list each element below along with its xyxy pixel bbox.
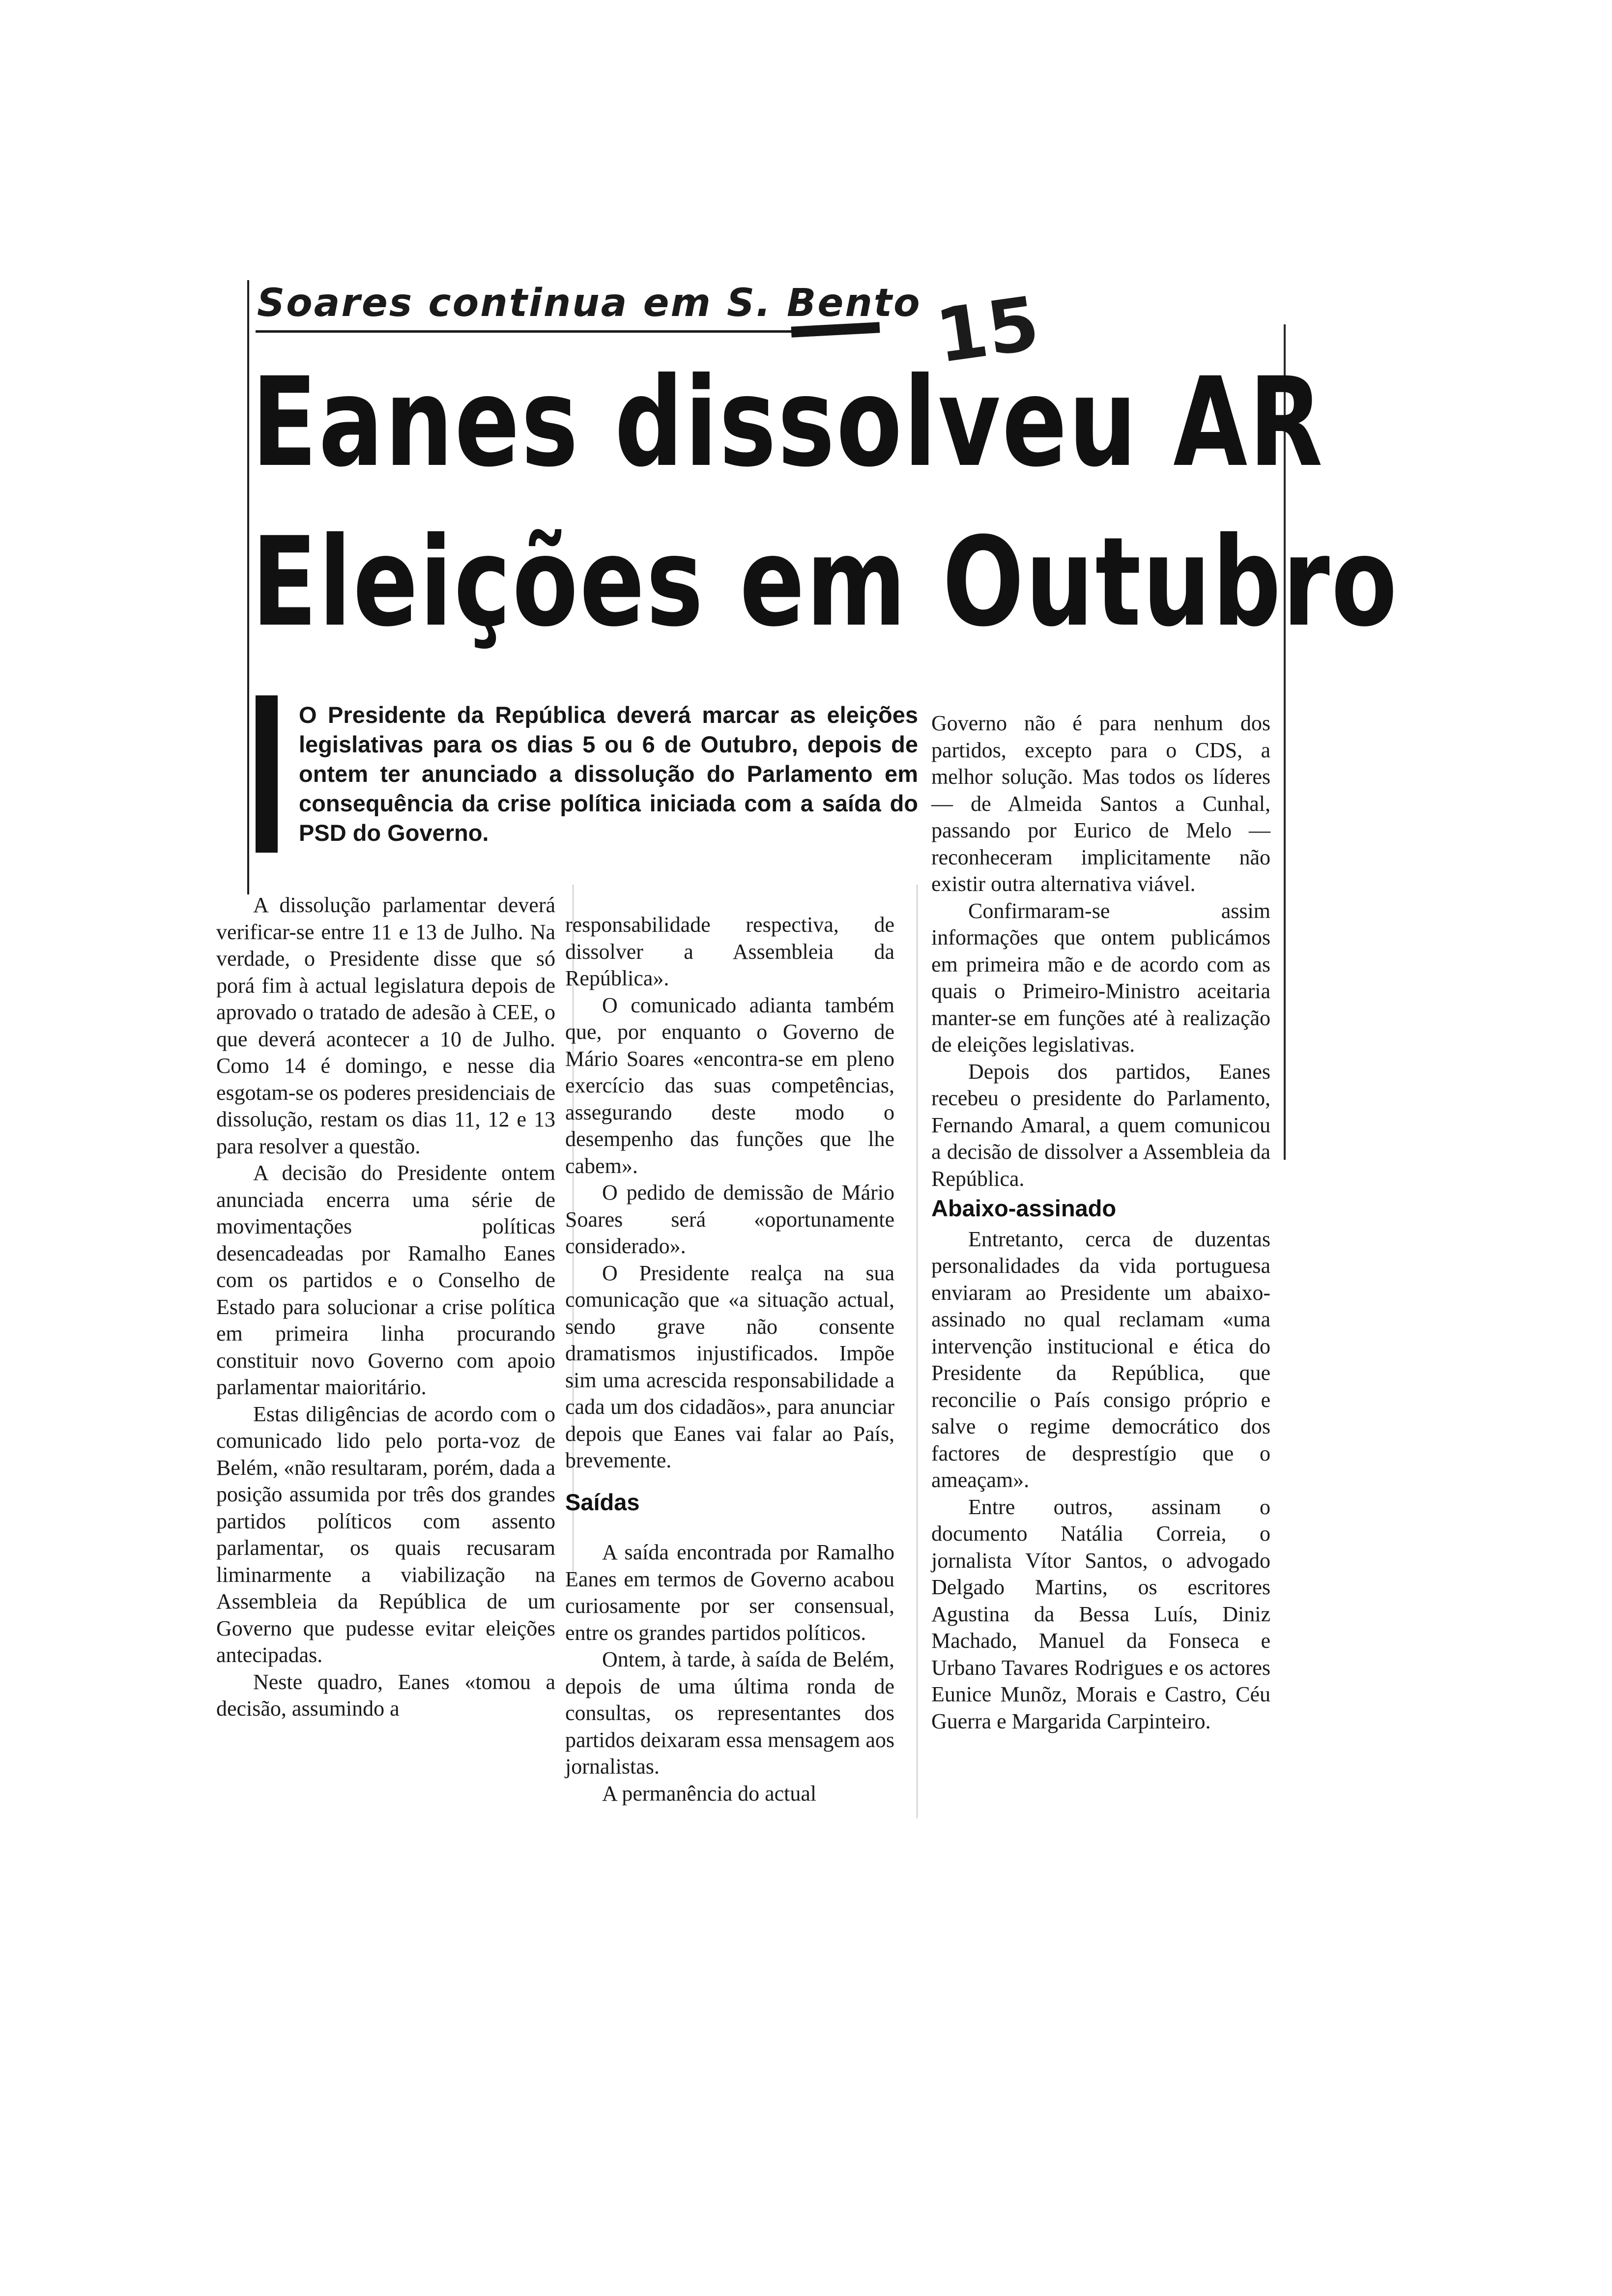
paragraph: O pedido de demissão de Mário Soares será «oportunamente considerado». xyxy=(565,1180,894,1258)
paragraph: O comunicado adianta também que, por enquanto o Governo de Mário Soares «encontra-se em pleno exercício das suas competências, assegurando deste modo o desempenho das funções que lhe cabem». xyxy=(565,993,894,1178)
paragraph: Depois dos partidos, Eanes recebeu o presidente do Parlamento, Fernando Amaral, a quem comunicou a decisão de dissolver a Assembleia da República. xyxy=(931,1059,1270,1191)
column-1 xyxy=(216,892,555,1722)
lede: O Presidente da República deverá marcar as eleições legislativas para os dias 5 ou 6 de Outubro, depois de ontem ter anunciado a dissolução do Parlamento em consequência da crise política iniciada com a saída do PSD do Governo. xyxy=(299,702,918,846)
column-rule xyxy=(917,885,918,1818)
headline-line-2: Eleições em Outubro xyxy=(252,511,1399,654)
paragraph: responsabilidade respectiva, de dissolver a Assembleia da República». xyxy=(565,913,894,990)
paragraph: Entretanto, cerca de duzentas personalidades da vida portuguesa enviaram ao Presidente um abaixo-assinado no qual reclamam «uma intervenção institucional e ética do Presidente da República, que reconcilie o País consigo próprio e salve o regime democrático dos factores de desprestígio que o ameaçam». xyxy=(931,1227,1270,1492)
paragraph: O Presidente realça na sua comunicação que «a situação actual, sendo grave não consente dramatismos injustificados. Impõe sim uma acrescida responsabilidade a cada um dos cidadãos», para anunciar depois que Eanes vai falar ao País, brevemente. xyxy=(565,1261,894,1472)
lede-bar xyxy=(256,695,278,853)
headline-line-1: Eanes dissolveu AR xyxy=(252,351,1324,494)
paragraph: Estas diligências de acordo com o comunicado lido pelo porta-voz de Belém, «não resultaram, porém, dada a posição assumida por três dos grandes partidos políticos com assento parlamentar, os quais recusaram liminarmente a viabilização na Assembleia da República de um Governo que pudesse evitar eleições antecipadas. xyxy=(216,1402,555,1667)
paragraph: A decisão do Presidente ontem anunciada encerra uma série de movimentações políticas desencadeadas por Ramalho Eanes com os partidos e o Conselho de Estado para solucionar a crise política em primeira linha procurando constituir novo Governo com apoio parlamentar maioritário. xyxy=(216,1161,555,1399)
column-3 xyxy=(931,710,1270,1735)
paragraph: A dissolução parlamentar deverá verificar-se entre 11 e 13 de Julho. Na verdade, o Presidente disse que só porá fim à actual legislatura depois de aprovado o tratado de adesão à CEE, o que deverá acontecer a 10 de Julho. Como 14 é domingo, e nesse dia esgotam-se os poderes presidenciais de dissolução, restam os dias 11, 12 e 13 para resolver a questão. xyxy=(216,893,555,1158)
paragraph: A saída encontrada por Ramalho Eanes em termos de Governo acabou curiosamente por ser consensual, entre os grandes partidos políticos. xyxy=(565,1540,894,1645)
paragraph: Ontem, à tarde, à saída de Belém, depois de uma última ronda de consultas, os representantes dos partidos deixaram essa mensagem aos jornalistas. xyxy=(565,1647,894,1779)
column-2 xyxy=(565,912,894,1807)
paragraph: A permanência do actual xyxy=(602,1781,817,1806)
kicker: Soares continua em S. Bento xyxy=(257,281,921,325)
left-frame-rule xyxy=(247,280,249,894)
paragraph: Governo não é para nenhum dos partidos, excepto para o CDS, a melhor solução. Mas todos os líderes — de Almeida Santos a Cunhal, passando por Eurico de Melo — reconheceram implicitamente não existir outra alternativa viável. xyxy=(931,711,1270,896)
paragraph: Confirmaram-se assim informações que ontem publicámos em primeira mão e de acordo com as quais o Primeiro-Ministro aceitaria manter-se em funções até à realização de eleições legislativas. xyxy=(931,898,1270,1057)
kicker-underline xyxy=(256,330,804,333)
paragraph: Entre outros, assinam o documento Natália Correia, o jornalista Vítor Santos, o advogado Delgado Martins, os escritores Agustina da Bessa Luís, Diniz Machado, Manuel da Fonseca e Urbano Tavares Rodrigues e os actores Eunice Munõz, Morais e Castro, Céu Guerra e Margarida Carpinteiro. xyxy=(931,1494,1270,1733)
subhead-saidas: Saídas xyxy=(565,1489,640,1515)
subhead-abaixo-assinado: Abaixo-assinado xyxy=(931,1195,1117,1221)
paragraph: Neste quadro, Eanes «tomou a decisão, assumindo a xyxy=(216,1669,555,1721)
handwritten-mark: 15 xyxy=(930,281,1044,380)
